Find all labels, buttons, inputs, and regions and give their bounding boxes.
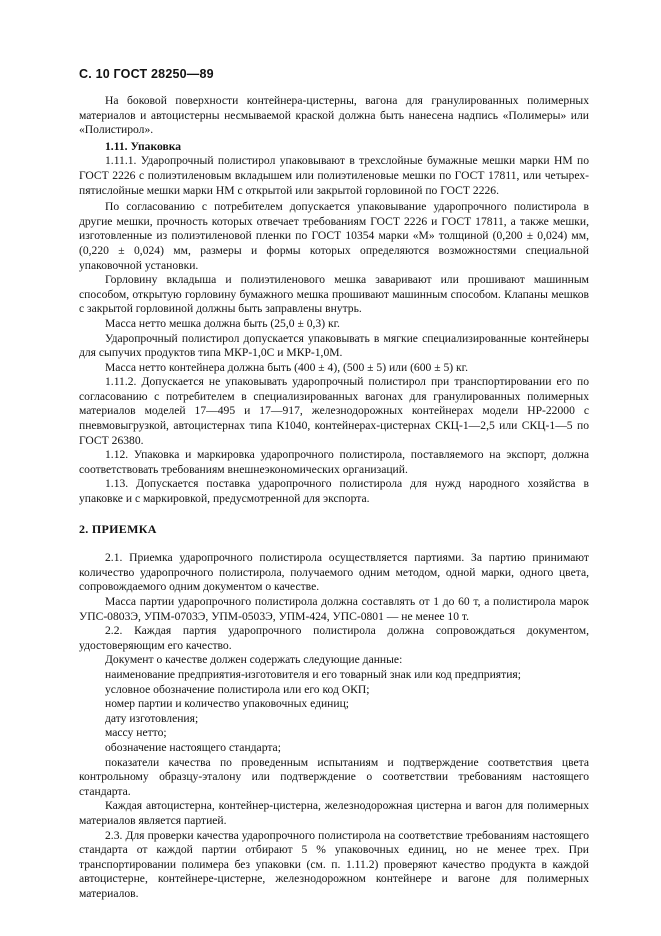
- paragraph-agreement: По согласованию с потребителем допускается упаковывание ударопрочного полистирола в другие мешки, прочность которых отвечает требованиям ГОСТ 2226 и ГОСТ 17811, а также мешки, изготовленные из полиэтиленовой пленки по ГОСТ 10354 марки «М» толщиной (0,200 ± 0,024) мм, (0,220 ± 0,024) мм, размеры и формы которых определяются возможностями специальной упаковочной установки.: [79, 200, 589, 272]
- list-item: условное обозначение полистирола или его код ОКП;: [105, 682, 370, 696]
- paragraph-container-mass: Масса нетто контейнера должна быть (400 ± 4), (500 ± 5) или (600 ± 5) кг.: [105, 360, 469, 374]
- paragraph-1-11-1: 1.11.1. Ударопрочный полистирол упаковывают в трехслойные бумажные мешки марки НМ по ГОСТ 2226 с полиэтиленовым вкладышем или полиэтиленовые мешки по ГОСТ 17811, или четырех-пятислойные мешки марки НМ с открытой или закрытой горловиной по ГОСТ 2226.: [79, 154, 589, 197]
- paragraph-document-contents: Документ о качестве должен содержать следующие данные:: [105, 653, 403, 667]
- paragraph-2-2: 2.2. Каждая партия ударопрочного полистирола должна сопровождаться документом, удостоверяющим его качество.: [79, 624, 589, 652]
- section-title-acceptance: 2. ПРИЕМКА: [79, 521, 157, 536]
- paragraph-2-3: 2.3. Для проверки качества ударопрочного полистирола на соответствие требованиям настоящего стандарта от каждой партии отбирают 5 % упаковочных единиц, но не менее трех. При транспортировании полимера без упаковки (см. п. 1.11.2) проверяют качество продукта в каждой автоцистерне, контейнере-цистерне, железнодорожном контейнере и вагоне для полимерных материалов.: [79, 828, 589, 900]
- paragraph-quality-indicators: показатели качества по проведенным испытаниям и подтверждение соответствия цвета контрольному образцу-эталону или подтверждение о соответствии требованиям настоящего стандарта.: [79, 755, 589, 798]
- paragraph-lot-mass: Масса партии ударопрочного полистирола должна составлять от 1 до 60 т, а полистирола марок УПС-0803Э, УПМ-0703Э, УПМ-0503Э, УПМ-424, УПС-0801 — не менее 10 т.: [79, 595, 589, 623]
- paragraph-soft-containers: Ударопрочный полистирол допускается упаковывать в мягкие специализированные контейнеры для сыпучих продуктов типа МКР-1,0С и МКР-1,0М.: [79, 331, 589, 360]
- paragraph-marking: На боковой поверхности контейнера-цистерны, вагона для гранулированных полимерных материалов и автоцистерны несмываемой краской должна быть нанесена надпись «Полимеры» или «Полистирол».: [79, 94, 589, 137]
- list-item: дату изготовления;: [105, 711, 199, 725]
- list-item: массу нетто;: [105, 726, 167, 740]
- paragraph-neck: Горловину вкладыша и полиэтиленового мешка заваривают или прошивают машинным способом, открытую горловину бумажного мешка прошивают машинным способом. Клапаны мешков с закрытой горловиной должны быть заправлены внутрь.: [79, 273, 589, 316]
- subsection-heading-packaging: 1.11. Упаковка: [105, 139, 182, 153]
- document-body: [79, 94, 589, 901]
- list-item: обозначение настоящего стандарта;: [105, 740, 281, 754]
- paragraph-each-lot: Каждая автоцистерна, контейнер-цистерна, железнодорожная цистерна и вагон для полимерных материалов является партией.: [79, 799, 589, 827]
- page-header: С. 10 ГОСТ 28250—89: [79, 67, 214, 81]
- list-item: номер партии и количество упаковочных единиц;: [105, 697, 350, 711]
- list-item: наименование предприятия-изготовителя и его товарный знак или код предприятия;: [105, 667, 521, 681]
- paragraph-1-11-2: 1.11.2. Допускается не упаковывать ударопрочный полистирол при транспортировании его по согласованию с потребителем в специализированных вагонах для гранулированных полимерных материалов моделей 17—495 и 17—917, железнодорожных контейнерах модели НР-22000 с пневмовыгрузкой, автоцистернах типа К1040, контейнерах-цистернах СКЦ-1—2,5 или СКЦ-1—5 по ГОСТ 26380.: [79, 375, 589, 447]
- paragraph-2-1: 2.1. Приемка ударопрочного полистирола осуществляется партиями. За партию принимают количество ударопрочного полистирола, получаемого одним методом, одной марки, одного цвета, сопровождаемого одним документом о качестве.: [79, 551, 589, 594]
- paragraph-1-12: 1.12. Упаковка и маркировка ударопрочного полистирола, поставляемого на экспорт, должна соответствовать требованиям внешнеэкономических организаций.: [79, 448, 589, 476]
- paragraph-bag-mass: Масса нетто мешка должна быть (25,0 ± 0,3) кг.: [105, 316, 340, 330]
- paragraph-1-13: 1.13. Допускается поставка ударопрочного полистирола для нужд народного хозяйства в упаковке и с маркировкой, предусмотренной для экспорта.: [79, 477, 589, 506]
